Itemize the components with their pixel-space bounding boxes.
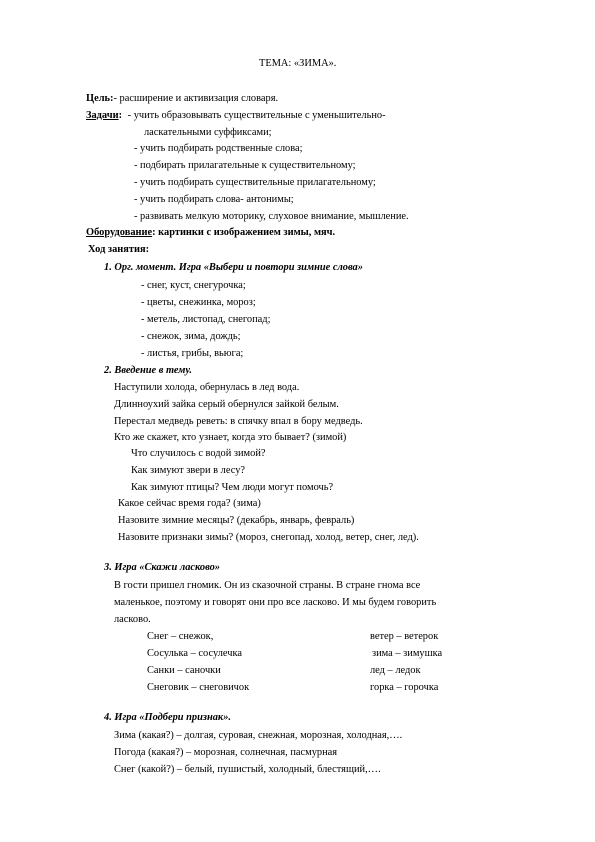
section3-title: 3. Игра «Скажи ласково» [104, 562, 220, 573]
section2-line: Кто же скажет, кто узнает, когда это бывает? (зимой) [114, 432, 347, 443]
tasks-line [86, 109, 386, 122]
page-title: ТЕМА: «ЗИМА». [259, 58, 337, 69]
section2-line: Назовите признаки зимы? (мороз, снегопад, холод, ветер, снег, лед). [118, 532, 419, 543]
equipment-text: : картинки с изображением зимы, мяч. [152, 227, 336, 238]
section2-line: Как зимуют птицы? Чем люди могут помочь? [131, 482, 334, 493]
pair-left: Санки – саночки [147, 665, 221, 676]
section1-item: - листья, грибы, вьюга; [141, 348, 244, 359]
task-item: - учить подбирать родственные слова; [134, 143, 303, 154]
section2-line: Перестал медведь реветь: в спячку впал в бору медведь. [114, 416, 363, 427]
equipment-label: Оборудование [86, 227, 153, 238]
section3-intro: В гости пришел гномик. Он из сказочной страны. В стране гнома все [114, 580, 421, 591]
section3-intro: маленькое, поэтому и говорят они про все ласково. И мы будем говорить [114, 597, 437, 608]
section1-title: 1. Орг. момент. Игра «Выбери и повтори зимние слова» [104, 262, 363, 273]
goal-text: - расширение и активизация словаря. [113, 93, 279, 104]
goal-label: Цель: [86, 93, 114, 104]
tasks-colon: : [118, 110, 123, 121]
pair-right: ветер – ветерок [370, 631, 439, 642]
section2-line: Наступили холода, обернулась в лед вода. [114, 382, 300, 393]
task-item: ласкательными суффиксами; [144, 127, 272, 138]
section2-line: Что случилось с водой зимой? [131, 448, 266, 459]
section4-line: Снег (какой?) – белый, пушистый, холодный, блестящий,…. [114, 764, 381, 775]
course-heading: Ход занятия: [88, 244, 150, 255]
task-item: - учить подбирать существительные прилагательному; [134, 177, 376, 188]
section4-line: Погода (какая?) – морозная, солнечная, пасмурная [114, 747, 338, 758]
section1-item: - снег, куст, снегурочка; [141, 280, 246, 291]
task-item: - учить образовывать существительные с уменьшительно- [127, 110, 386, 121]
section1-item: - цветы, снежинка, мороз; [141, 297, 256, 308]
section1-item: - метель, листопад, снегопад; [141, 314, 271, 325]
section4-line: Зима (какая?) – долгая, суровая, снежная, морозная, холодная,…. [114, 730, 403, 741]
goal-line [86, 92, 278, 105]
pair-left: Снег – снежок, [147, 631, 214, 642]
pair-right: горка – горочка [370, 682, 439, 693]
section2-line: Как зимуют звери в лесу? [131, 465, 246, 476]
pair-left: Сосулька – сосулечка [147, 648, 242, 659]
pair-left: Снеговик – снеговичок [147, 682, 250, 693]
section3-intro: ласково. [114, 614, 151, 625]
section4-title: 4. Игра «Подбери признак». [104, 712, 231, 723]
equipment-line [86, 226, 335, 239]
tasks-label: Задачи [86, 110, 119, 121]
pair-right: зима – зимушка [372, 648, 443, 659]
task-item: - подбирать прилагательные к существительному; [134, 160, 356, 171]
pair-right: лед – ледок [370, 665, 421, 676]
section2-line: Длинноухий зайка серый обернулся зайкой белым. [114, 399, 339, 410]
section2-line: Назовите зимние месяцы? (декабрь, январь, февраль) [118, 515, 355, 526]
section2-line: Какое сейчас время года? (зима) [118, 498, 261, 509]
section1-item: - снежок, зима, дождь; [141, 331, 241, 342]
task-item: - учить подбирать слова- антонимы; [134, 194, 294, 205]
section2-title: 2. Введение в тему. [104, 365, 192, 376]
task-item: - развивать мелкую моторику, слуховое внимание, мышление. [134, 211, 409, 222]
